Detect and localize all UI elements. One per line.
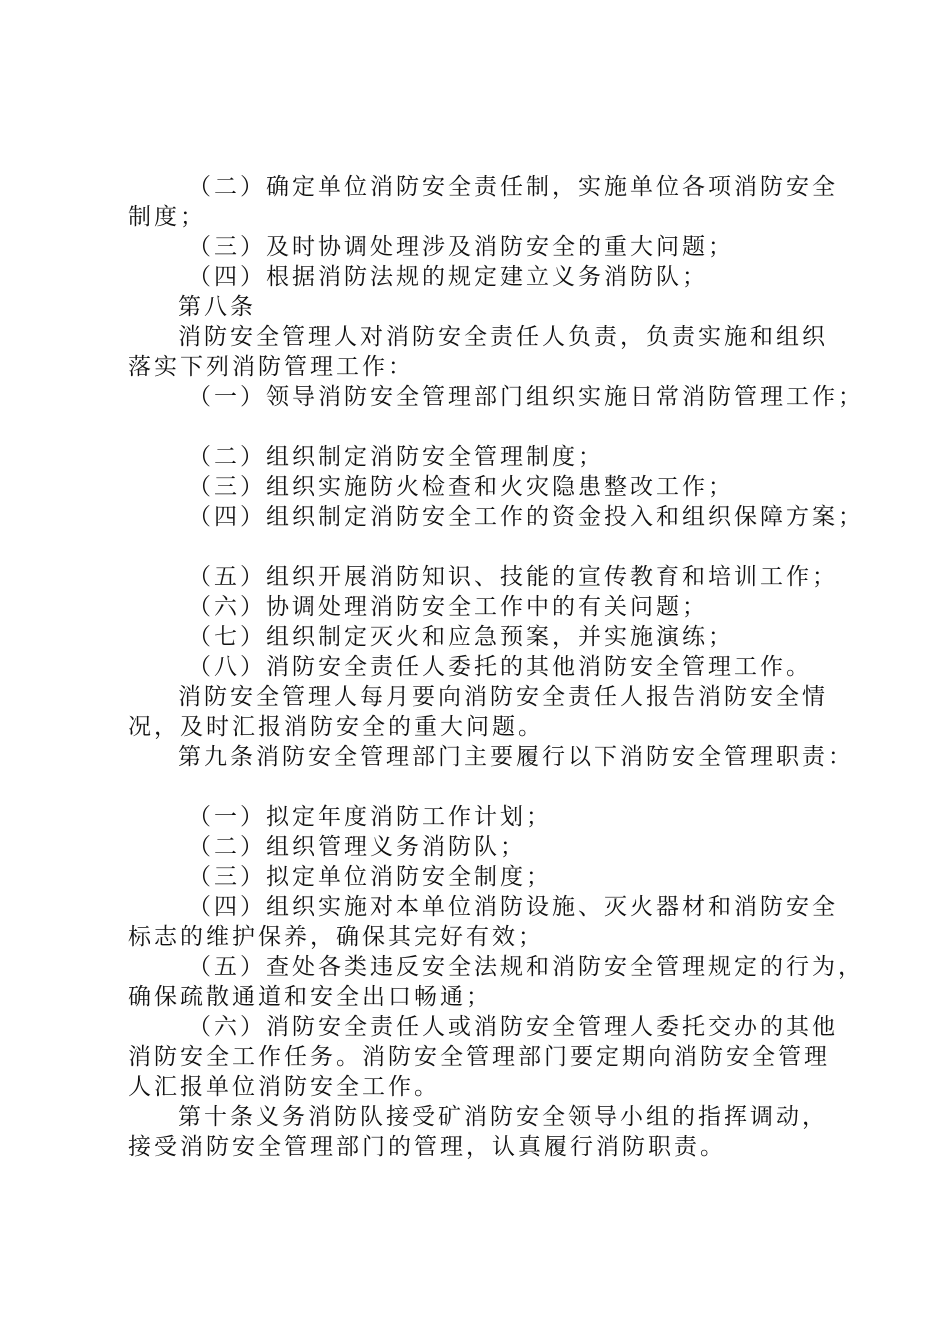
text-line: （八）消防安全责任人委托的其他消防安全管理工作。 (188, 654, 812, 680)
blank-line (128, 532, 848, 562)
text-line: （三）组织实施防火检查和火灾隐患整改工作； (188, 474, 734, 500)
text-line: （六）协调处理消防安全工作中的有关问题； (188, 594, 708, 620)
text-line: （二）确定单位消防安全责任制，实施单位各项消防安全 (188, 174, 838, 200)
article-heading: 第十条义务消防队接受矿消防安全领导小组的指挥调动， (178, 1104, 828, 1130)
text-line: 制度； (128, 204, 206, 230)
document-body (128, 172, 864, 1162)
text-line: （一）拟定年度消防工作计划； (188, 804, 552, 830)
text-line: （七）组织制定灭火和应急预案，并实施演练； (188, 624, 734, 650)
text-line: （四）组织制定消防安全工作的资金投入和组织保障方案； (188, 504, 864, 530)
blank-line (128, 412, 848, 442)
text-line: 消防安全管理人每月要向消防安全责任人报告消防安全情 (178, 684, 828, 710)
text-line: 确保疏散通道和安全出口畅通； (128, 984, 492, 1010)
text-line: 况，及时汇报消防安全的重大问题。 (128, 714, 544, 740)
text-line: （五）组织开展消防知识、技能的宣传教育和培训工作； (188, 564, 838, 590)
text-line: （六）消防安全责任人或消防安全管理人委托交办的其他 (188, 1014, 838, 1040)
text-line: 人汇报单位消防安全工作。 (128, 1074, 440, 1100)
text-line: （四）组织实施对本单位消防设施、灭火器材和消防安全 (188, 894, 838, 920)
text-line: 标志的维护保养，确保其完好有效； (128, 924, 544, 950)
text-line: 消防安全工作任务。消防安全管理部门要定期向消防安全管理 (128, 1044, 830, 1070)
text-line: 落实下列消防管理工作： (128, 354, 414, 380)
text-line: 消防安全管理人对消防安全责任人负责，负责实施和组织 (178, 324, 828, 350)
text-line: （三）及时协调处理涉及消防安全的重大问题； (188, 234, 734, 260)
article-heading: 第九条消防安全管理部门主要履行以下消防安全管理职责： (178, 744, 854, 770)
blank-line (128, 772, 848, 802)
text-line: （三）拟定单位消防安全制度； (188, 864, 552, 890)
text-line: 接受消防安全管理部门的管理，认真履行消防职责。 (128, 1134, 726, 1160)
text-line: （五）查处各类违反安全法规和消防安全管理规定的行为， (188, 954, 864, 980)
article-heading: 第八条 (178, 294, 256, 320)
text-line: （二）组织管理义务消防队； (188, 834, 526, 860)
text-line: （二）组织制定消防安全管理制度； (188, 444, 604, 470)
text-line: （一）领导消防安全管理部门组织实施日常消防管理工作； (188, 384, 864, 410)
text-line: （四）根据消防法规的规定建立义务消防队； (188, 264, 708, 290)
